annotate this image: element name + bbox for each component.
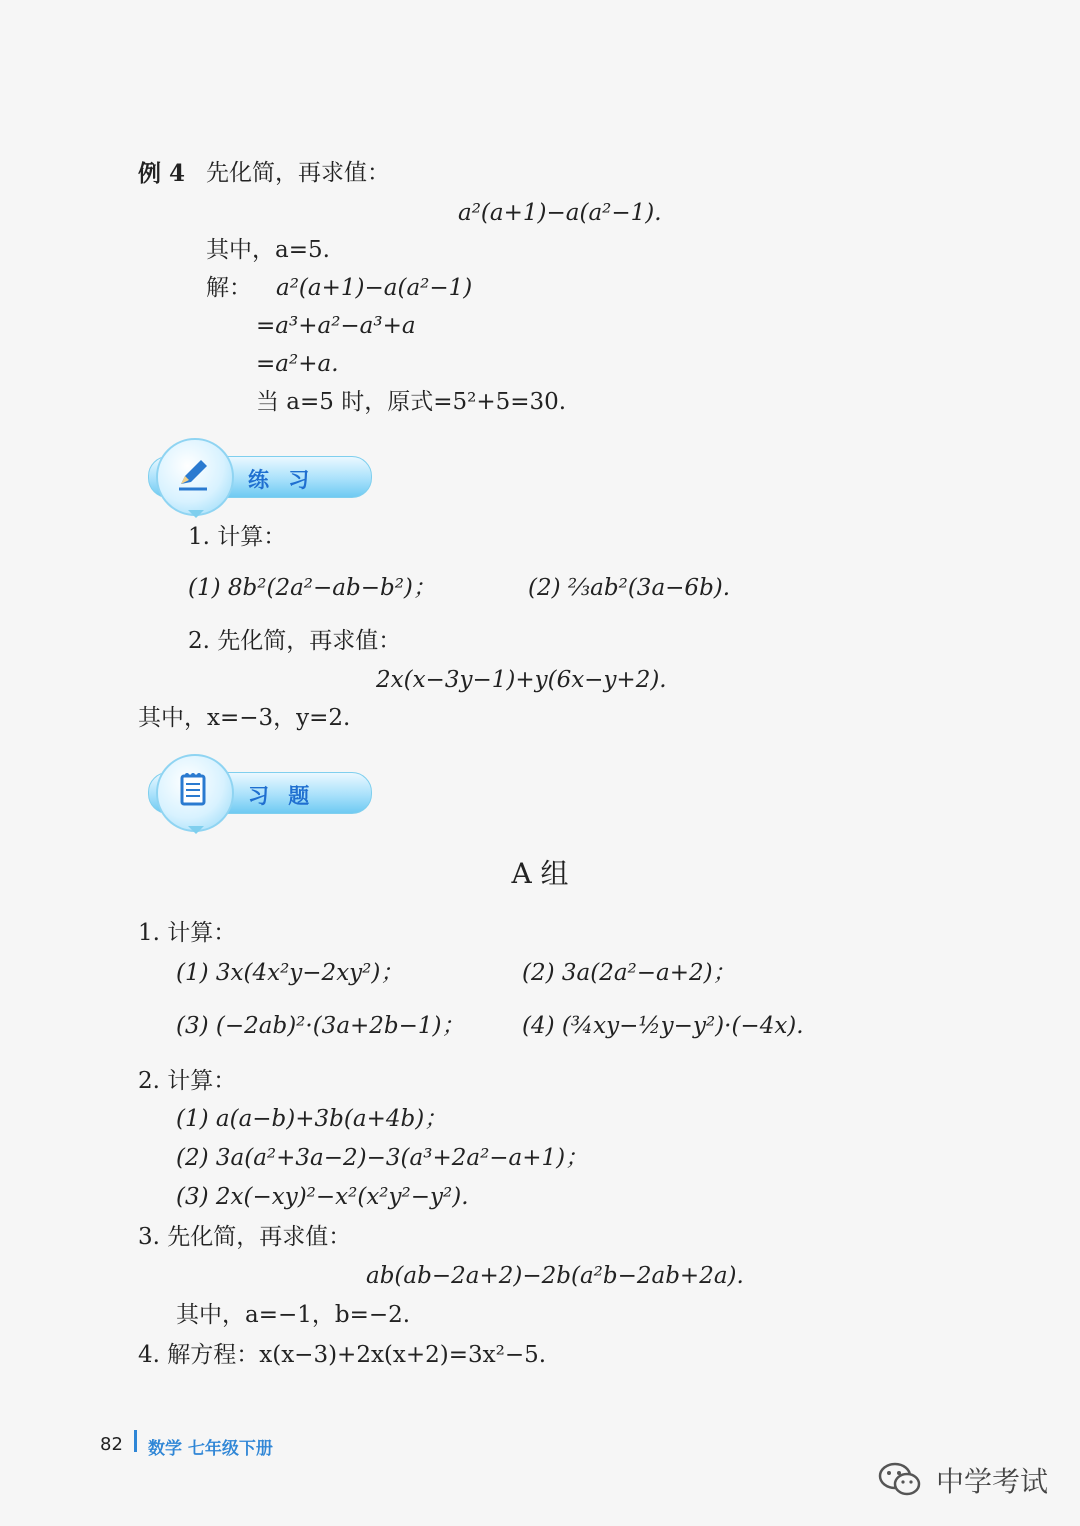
solution-step-2: =a³+a²−a³+a [256, 313, 416, 339]
solution-result: 当 a=5 时，原式=5²+5=30. [256, 389, 567, 415]
book-title: 数学 七年级下册 [148, 1439, 273, 1459]
exercise-q3-expression: ab(ab−2a+2)−2b(a²b−2ab+2a). [366, 1263, 744, 1289]
exercise-q3-condition: 其中，a=−1，b=−2. [176, 1302, 411, 1328]
example-expression: a²(a+1)−a(a²−1). [458, 200, 662, 226]
exercise-q3-title: 3. 先化简，再求值： [138, 1224, 352, 1250]
example-title: 先化简，再求值： [206, 160, 390, 186]
exercise-q1-part2: (2) 3a(2a²−a+2)； [522, 960, 736, 986]
exercise-q2-part3: (3) 2x(−xy)²−x²(x²y²−y²). [176, 1184, 469, 1210]
example-condition: 其中，a=5. [206, 237, 330, 263]
solution-step-3: =a²+a. [256, 351, 339, 377]
practice-q1-part1: (1) 8b²(2a²−ab−b²)； [188, 575, 436, 601]
solution-label: 解： [206, 275, 252, 301]
pencil-icon [173, 454, 213, 494]
footer-divider [134, 1430, 137, 1452]
practice-q1-part2: (2) ⅔ab²(3a−6b). [528, 575, 731, 601]
example-label: 例 4 [138, 160, 186, 187]
page-number: 82 [100, 1434, 123, 1455]
exercise-q2-part1: (1) a(a−b)+3b(a+4b)； [176, 1106, 448, 1132]
watermark [878, 1458, 1058, 1502]
exercises-banner-title: 习 题 [248, 784, 316, 808]
notebook-icon [173, 770, 213, 810]
exercise-q1-part1: (1) 3x(4x²y−2xy²)； [176, 960, 404, 986]
watermark-text: 中学考试 [936, 1465, 1049, 1498]
exercises-banner [136, 754, 372, 830]
practice-q2-condition: 其中，x=−3，y=2. [138, 705, 351, 731]
practice-q2-title: 2. 先化简，再求值： [188, 628, 402, 654]
practice-banner [136, 438, 372, 514]
exercise-q2-title: 2. 计算： [138, 1068, 237, 1094]
wechat-icon [878, 1462, 922, 1498]
exercise-q1-title: 1. 计算： [138, 920, 237, 946]
group-a-heading: A 组 [511, 857, 569, 890]
practice-banner-title: 练 习 [248, 468, 316, 492]
exercise-q4: 4. 解方程：x(x−3)+2x(x+2)=3x²−5. [138, 1342, 547, 1368]
exercise-q2-part2: (2) 3a(a²+3a−2)−3(a³+2a²−a+1)； [176, 1145, 589, 1171]
solution-step-1: a²(a+1)−a(a²−1) [276, 275, 473, 301]
practice-q1-title: 1. 计算： [188, 524, 287, 550]
practice-q2-expression: 2x(x−3y−1)+y(6x−y+2). [376, 667, 667, 693]
exercise-q1-part4: (4) (¾xy−½y−y²)·(−4x). [522, 1013, 804, 1039]
exercise-q1-part3: (3) (−2ab)²·(3a+2b−1)； [176, 1013, 465, 1039]
